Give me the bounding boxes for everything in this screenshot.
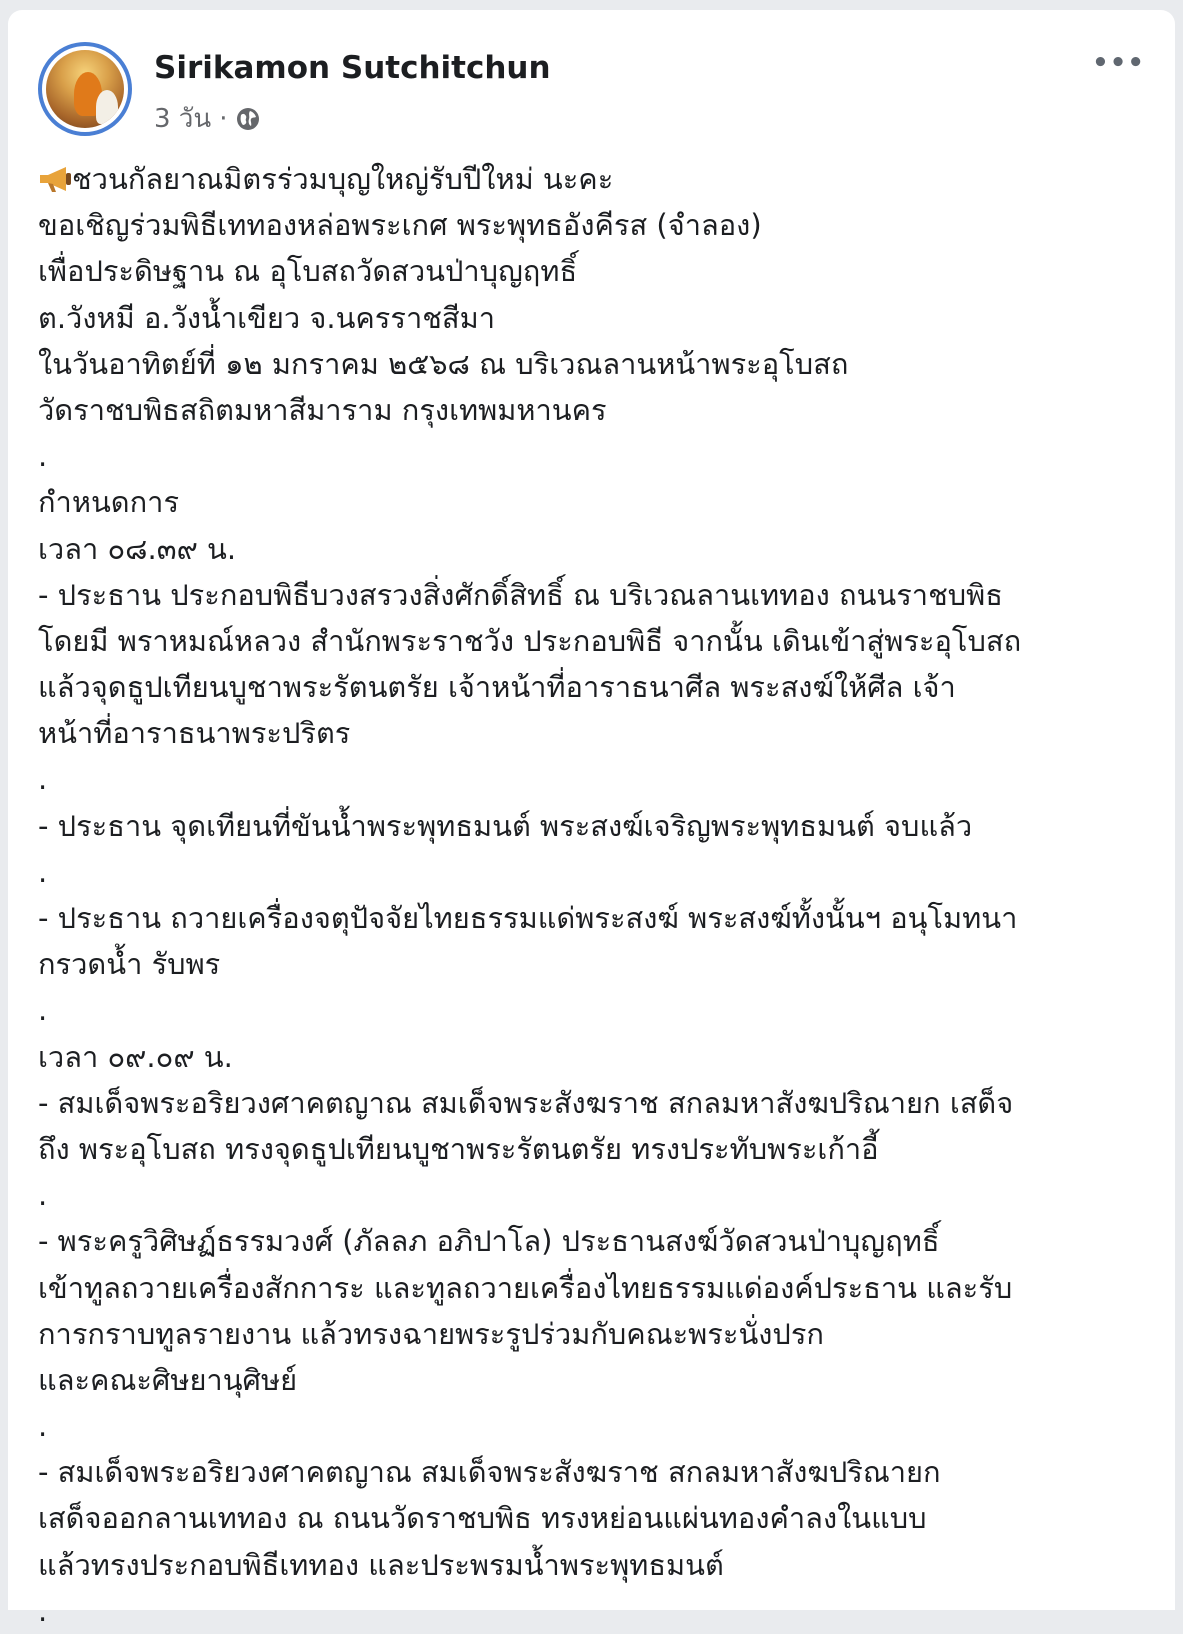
post-line-text: แล้วจุดธูปเทียนบูชาพระรัตนตรัย เจ้าหน้าที่อาราธนาศีล พระสงฆ์ให้ศีล เจ้า: [38, 670, 956, 705]
post-line: [38, 572, 1148, 618]
post-time[interactable]: 3 วัน: [154, 104, 212, 134]
post-line-text: เข้าทูลถวายเครื่องสักการะ และทูลถวายเครื่องไทยธรรมแด่องค์ประธาน และรับ: [38, 1270, 1013, 1305]
post-line: [38, 803, 1148, 849]
post-line-text: หน้าที่อาราธนาพระปริตร: [38, 716, 351, 751]
post-line-text: เวลา ๐๙.๐๙ น.: [38, 1039, 233, 1074]
post-line: [38, 341, 1148, 387]
post-line: [38, 1218, 1148, 1264]
post-text: [38, 156, 1148, 1634]
post-line-text: วัดราชบพิธสถิตมหาสีมาราม กรุงเทพมหานคร: [38, 392, 607, 427]
post-line-text: ชวนกัลยาณมิตรร่วมบุญใหญ่รับปีใหม่ นะคะ: [72, 162, 614, 196]
post-line-text: แล้วทรงประกอบพิธีเททอง และประพรมน้ำพระพุทธมนต์: [38, 1547, 724, 1582]
post-line: [38, 295, 1148, 341]
post-meta: [154, 98, 261, 139]
post-line-text: - สมเด็จพระอริยวงศาคตญาณ สมเด็จพระสังฆราช สกลมหาสังฆปริณายก: [38, 1455, 941, 1490]
post-line-text: - ประธาน ประกอบพิธีบวงสรวงสิ่งศักดิ์สิทธิ์ ณ บริเวณลานเททอง ถนนราชบพิธ: [38, 577, 1004, 612]
megaphone-icon: [38, 165, 72, 193]
post-line-text: การกราบทูลรายงาน แล้วทรงฉายพระรูปร่วมกับคณะพระนั่งปรก: [38, 1316, 824, 1351]
post-line-text: .: [38, 1593, 48, 1628]
more-options-icon[interactable]: •••: [1092, 48, 1145, 78]
globe-icon[interactable]: [235, 106, 261, 132]
post-line: [38, 433, 1148, 479]
post-line: [38, 479, 1148, 525]
avatar-photo: [46, 50, 124, 128]
post-line-text: .: [38, 854, 48, 889]
post-line: [38, 1357, 1148, 1403]
post-line: [38, 987, 1148, 1033]
post-line-text: ต.วังหมี อ.วังน้ำเขียว จ.นครราชสีมา: [38, 300, 496, 335]
post-line: [38, 618, 1148, 664]
post-line: [38, 1403, 1148, 1449]
post-line: [38, 1080, 1148, 1126]
post-line: [38, 1588, 1148, 1634]
post-line-text: และคณะศิษยานุศิษย์: [38, 1362, 298, 1397]
meta-separator: ·: [219, 103, 228, 134]
post-line: [38, 1172, 1148, 1218]
post-line-text: - พระครูวิศิษฏ์ธรรมวงศ์ (ภัลลภ อภิปาโล) ประธานสงฆ์วัดสวนป่าบุญฤทธิ์: [38, 1224, 940, 1259]
post-line: [38, 1311, 1148, 1357]
post-line: [38, 1034, 1148, 1080]
post-line: [38, 756, 1148, 802]
post-line: [38, 526, 1148, 572]
post-line-text: ขอเชิญร่วมพิธีเททองหล่อพระเกศ พระพุทธอังคีรส (จำลอง): [38, 208, 762, 243]
post-line: [38, 895, 1148, 941]
post-line-text: - สมเด็จพระอริยวงศาคตญาณ สมเด็จพระสังฆราช สกลมหาสังฆปริณายก เสด็จ: [38, 1085, 1014, 1120]
post-line-text: ถึง พระอุโบสถ ทรงจุดธูปเทียนบูชาพระรัตนตรัย ทรงประทับพระเก้าอี้: [38, 1131, 879, 1166]
post-line: [38, 387, 1148, 433]
post-line: [38, 248, 1148, 294]
post-line-text: กำหนดการ: [38, 485, 180, 520]
post-line: [38, 1495, 1148, 1541]
post-line-text: .: [38, 993, 48, 1028]
post-line-text: .: [38, 439, 48, 474]
post-line: [38, 1126, 1148, 1172]
post-line-text: เพื่อประดิษฐาน ณ อุโบสถวัดสวนป่าบุญฤทธิ์: [38, 254, 578, 289]
post-line: [38, 1265, 1148, 1311]
post-line-text: เสด็จออกลานเททอง ณ ถนนวัดราชบพิธ ทรงหย่อนแผ่นทองคำลงในแบบ: [38, 1501, 927, 1536]
post-line: [38, 1449, 1148, 1495]
author-name[interactable]: Sirikamon Sutchitchun: [154, 50, 551, 86]
post-line-text: - ประธาน จุดเทียนที่ขันน้ำพระพุทธมนต์ พระสงฆ์เจริญพระพุทธมนต์ จบแล้ว: [38, 808, 973, 843]
post-line: [38, 1542, 1148, 1588]
post-line: [38, 849, 1148, 895]
post-line-text: .: [38, 762, 48, 797]
post-card: [8, 10, 1175, 1628]
post-line-text: - ประธาน ถวายเครื่องจตุปัจจัยไทยธรรมแด่พระสงฆ์ พระสงฆ์ทั้งนั้นฯ อนุโมทนา: [38, 901, 1018, 935]
post-line-text: กรวดน้ำ รับพร: [38, 947, 221, 982]
post-line: [38, 941, 1148, 987]
post-line-text: โดยมี พราหมณ์หลวง สำนักพระราชวัง ประกอบพิธี จากนั้น เดินเข้าสู่พระอุโบสถ: [38, 623, 1022, 658]
post-line: [38, 710, 1148, 756]
post-line-text: ในวันอาทิตย์ที่ ๑๒ มกราคม ๒๕๖๘ ณ บริเวณลานหน้าพระอุโบสถ: [38, 346, 849, 381]
post-line: [38, 202, 1148, 248]
post-line-text: เวลา ๐๘.๓๙ น.: [38, 531, 237, 566]
post-line-text: .: [38, 1409, 48, 1444]
post-line-text: .: [38, 1178, 48, 1213]
post-line: [38, 156, 1148, 202]
post-line: [38, 664, 1148, 710]
avatar[interactable]: [38, 42, 132, 136]
